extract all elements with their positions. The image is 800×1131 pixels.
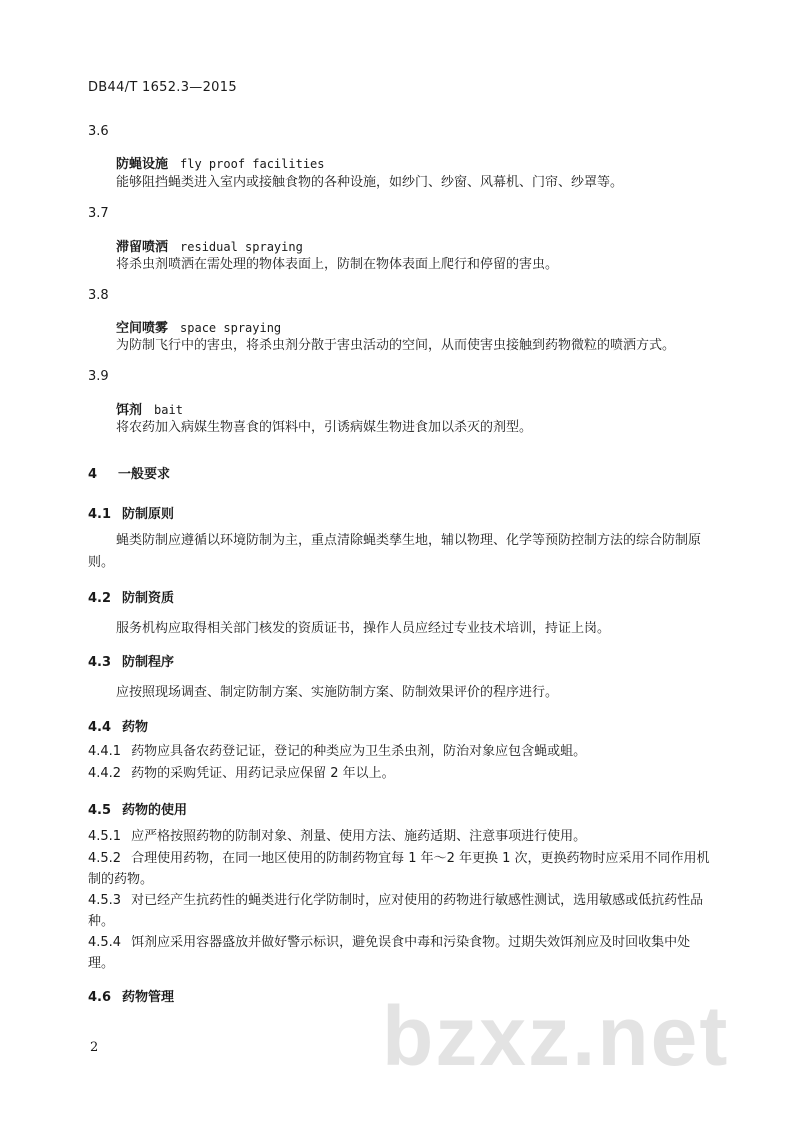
term-english: space spraying <box>180 321 282 335</box>
page-number: 2 <box>90 1040 99 1055</box>
term-heading <box>116 399 183 418</box>
clause-number: 3.7 <box>88 206 109 221</box>
list-item: 4.5.4 饵剂应采用容器盛放并做好警示标识，避免误食中毒和污染食物。过期失效饵剂应及时回收集中处理。 <box>88 935 691 971</box>
list-item: 4.4.1 药物应具备农药登记证，登记的种类应为卫生杀虫剂，防治对象应包含蝇或蛆。 <box>88 744 587 759</box>
list-item: 4.5.2 合理使用药物，在同一地区使用的防制药物宜每 1 年～2 年更换 1 次，更换药物时应采用不同作用机制的药物。 <box>88 851 710 887</box>
term-chinese: 滞留喷洒 <box>116 240 169 255</box>
list-item: 4.5.3 对已经产生抗药性的蝇类进行化学防制时，应对使用的药物进行敏感性测试，选用敏感或低抗药性品种。 <box>88 893 704 929</box>
clause-number: 3.9 <box>88 369 109 384</box>
section-text-4-2: 服务机构应取得相关部门核发的资质证书，操作人员应经过专业技术培训，持证上岗。 <box>116 621 611 636</box>
clause-number: 3.8 <box>88 288 109 303</box>
section-heading-4-6: 4.6 药物管理 <box>88 990 175 1005</box>
term-chinese: 饵剂 <box>116 403 143 418</box>
watermark: bzxz.net <box>382 989 730 1083</box>
section-heading-4-2: 4.2 防制资质 <box>88 591 175 606</box>
term-heading <box>116 153 325 172</box>
section-heading-4-1: 4.1 防制原则 <box>88 507 175 522</box>
document-code: DB44/T 1652.3—2015 <box>88 80 237 95</box>
term-english: bait <box>154 403 183 417</box>
term-heading <box>116 317 281 336</box>
term-english: residual spraying <box>180 240 303 254</box>
section-heading-4-5: 4.5 药物的使用 <box>88 803 188 818</box>
term-english: fly proof facilities <box>180 157 325 171</box>
section-heading-4-4: 4.4 药物 <box>88 720 149 735</box>
list-item: 4.4.2 药物的采购凭证、用药记录应保留 2 年以上。 <box>88 766 395 781</box>
section-heading-4: 4 一般要求 <box>88 467 171 482</box>
term-definition: 将杀虫剂喷洒在需处理的物体表面上，防制在物体表面上爬行和停留的害虫。 <box>116 257 559 272</box>
term-definition: 能够阻挡蝇类进入室内或接触食物的各种设施，如纱门、纱窗、风幕机、门帘、纱罩等。 <box>116 175 624 190</box>
section-text-4-3: 应按照现场调查、制定防制方案、实施防制方案、防制效果评价的程序进行。 <box>116 685 559 700</box>
term-heading <box>116 236 303 255</box>
section-text-4-1: 蝇类防制应遵循以环境防制为主，重点清除蝇类孳生地，辅以物理、化学等预防控制方法的综合防制原则。 <box>88 533 702 570</box>
term-chinese: 空间喷雾 <box>116 321 169 336</box>
term-chinese: 防蝇设施 <box>116 157 169 172</box>
section-heading-4-3: 4.3 防制程序 <box>88 655 175 670</box>
clause-number: 3.6 <box>88 124 109 139</box>
term-definition: 为防制飞行中的害虫，将杀虫剂分散于害虫活动的空间，从而使害虫接触到药物微粒的喷洒方式。 <box>116 338 676 353</box>
list-item: 4.5.1 应严格按照药物的防制对象、剂量、使用方法、施药适期、注意事项进行使用。 <box>88 829 587 844</box>
term-definition: 将农药加入病媒生物喜食的饵料中，引诱病媒生物进食加以杀灭的剂型。 <box>116 420 533 435</box>
